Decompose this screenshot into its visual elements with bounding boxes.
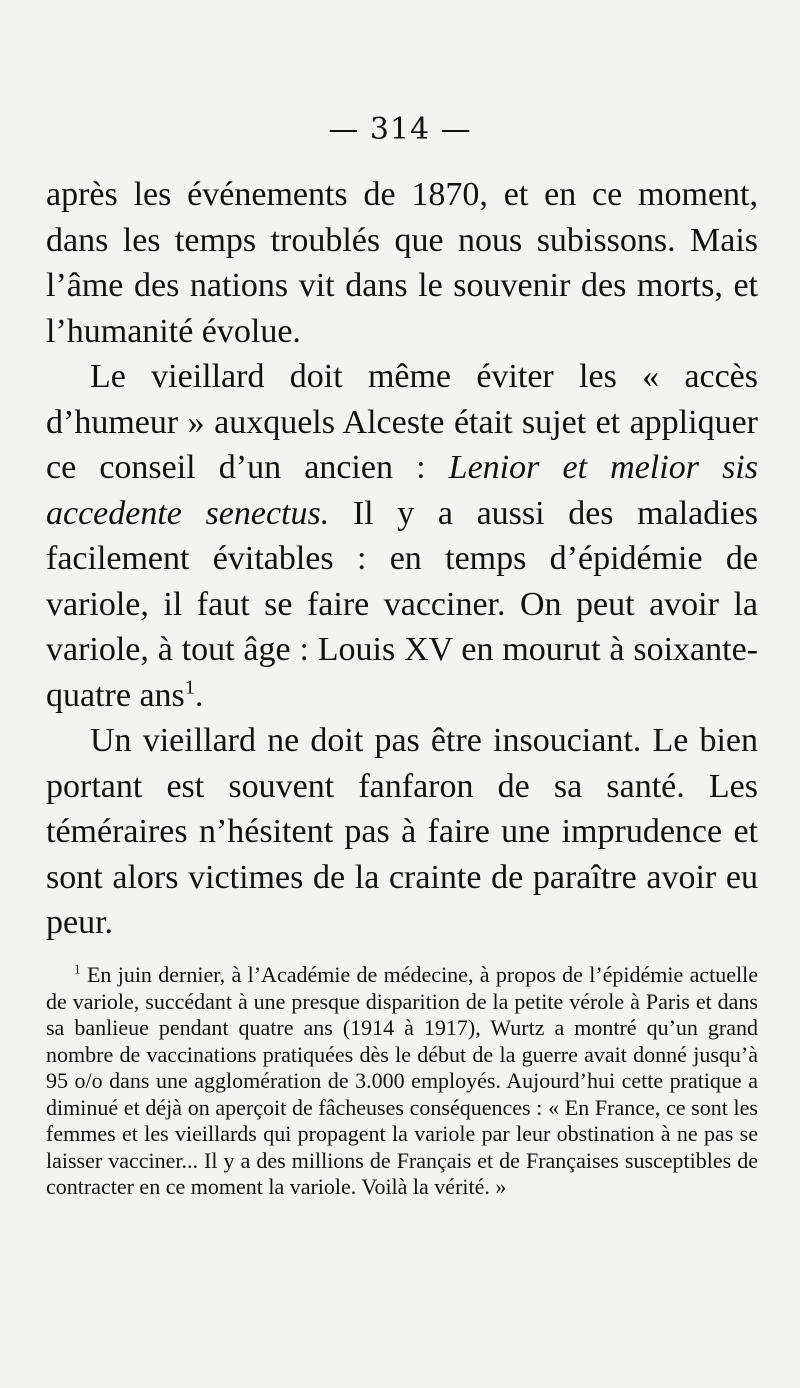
page-number: — 314 — xyxy=(328,112,472,147)
text-segment: Il y a aussi des maladies facilement évitables : en temps d’épidémie de variole, il faut se faire vacciner. On peut avoir la variole, à tout âge : Louis XV en mourut à soixante-quatre ans xyxy=(46,494,758,714)
paragraph xyxy=(46,172,758,354)
paragraph xyxy=(46,354,758,718)
text-segment: Un vieillard ne doit pas être insouciant. Le bien portant est souvent fanfaron de sa santé. Les téméraires n’hésitent pas à faire une imprudence et sont alors victimes de la crainte de paraître avoir eu peur. xyxy=(46,722,758,941)
text-segment: . xyxy=(194,676,204,714)
main-text xyxy=(46,172,758,946)
latin-quote: Lenior et melior sis accedente senectus. xyxy=(46,449,758,532)
paragraph xyxy=(46,718,758,946)
text-segment: Le vieillard doit même éviter les « accès d’humeur » auxquels Alceste était sujet et appliquer ce conseil d’un ancien : xyxy=(46,358,758,486)
footnote-reference: 1 xyxy=(184,676,195,699)
text-segment: après les événements de 1870, et en ce moment, dans les temps troublés que nous subissons. Mais l’âme des nations vit dans le souvenir des morts, et l’humanité évolue. xyxy=(46,176,758,350)
footnote-paragraph xyxy=(46,962,758,1201)
footnote-marker: 1 xyxy=(74,961,81,977)
footnote-text: En juin dernier, à l’Académie de médecine, à propos de l’épidémie actuelle de variole, succédant à une presque disparition de la petite vérole à Paris et dans sa banlieue pendant quatre ans (1914 à 1917), Wurtz a montré qu’un grand nombre de vaccinations pratiquées dès le début de la guerre avait donné jusqu’à 95 o/o dans une agglomération de 3.000 employés. Aujourd’hui cette pratique a diminué et déjà on aperçoit de fâcheuses conséquences : « En France, ce sont les femmes et les vieillards qui propagent la variole par leur obstination à ne pas se laisser vacciner... Il y a des millions de Français et de Françaises susceptibles de contracter en ce moment la variole. Voilà la vérité. » xyxy=(46,962,758,1199)
footnote xyxy=(46,962,758,1201)
